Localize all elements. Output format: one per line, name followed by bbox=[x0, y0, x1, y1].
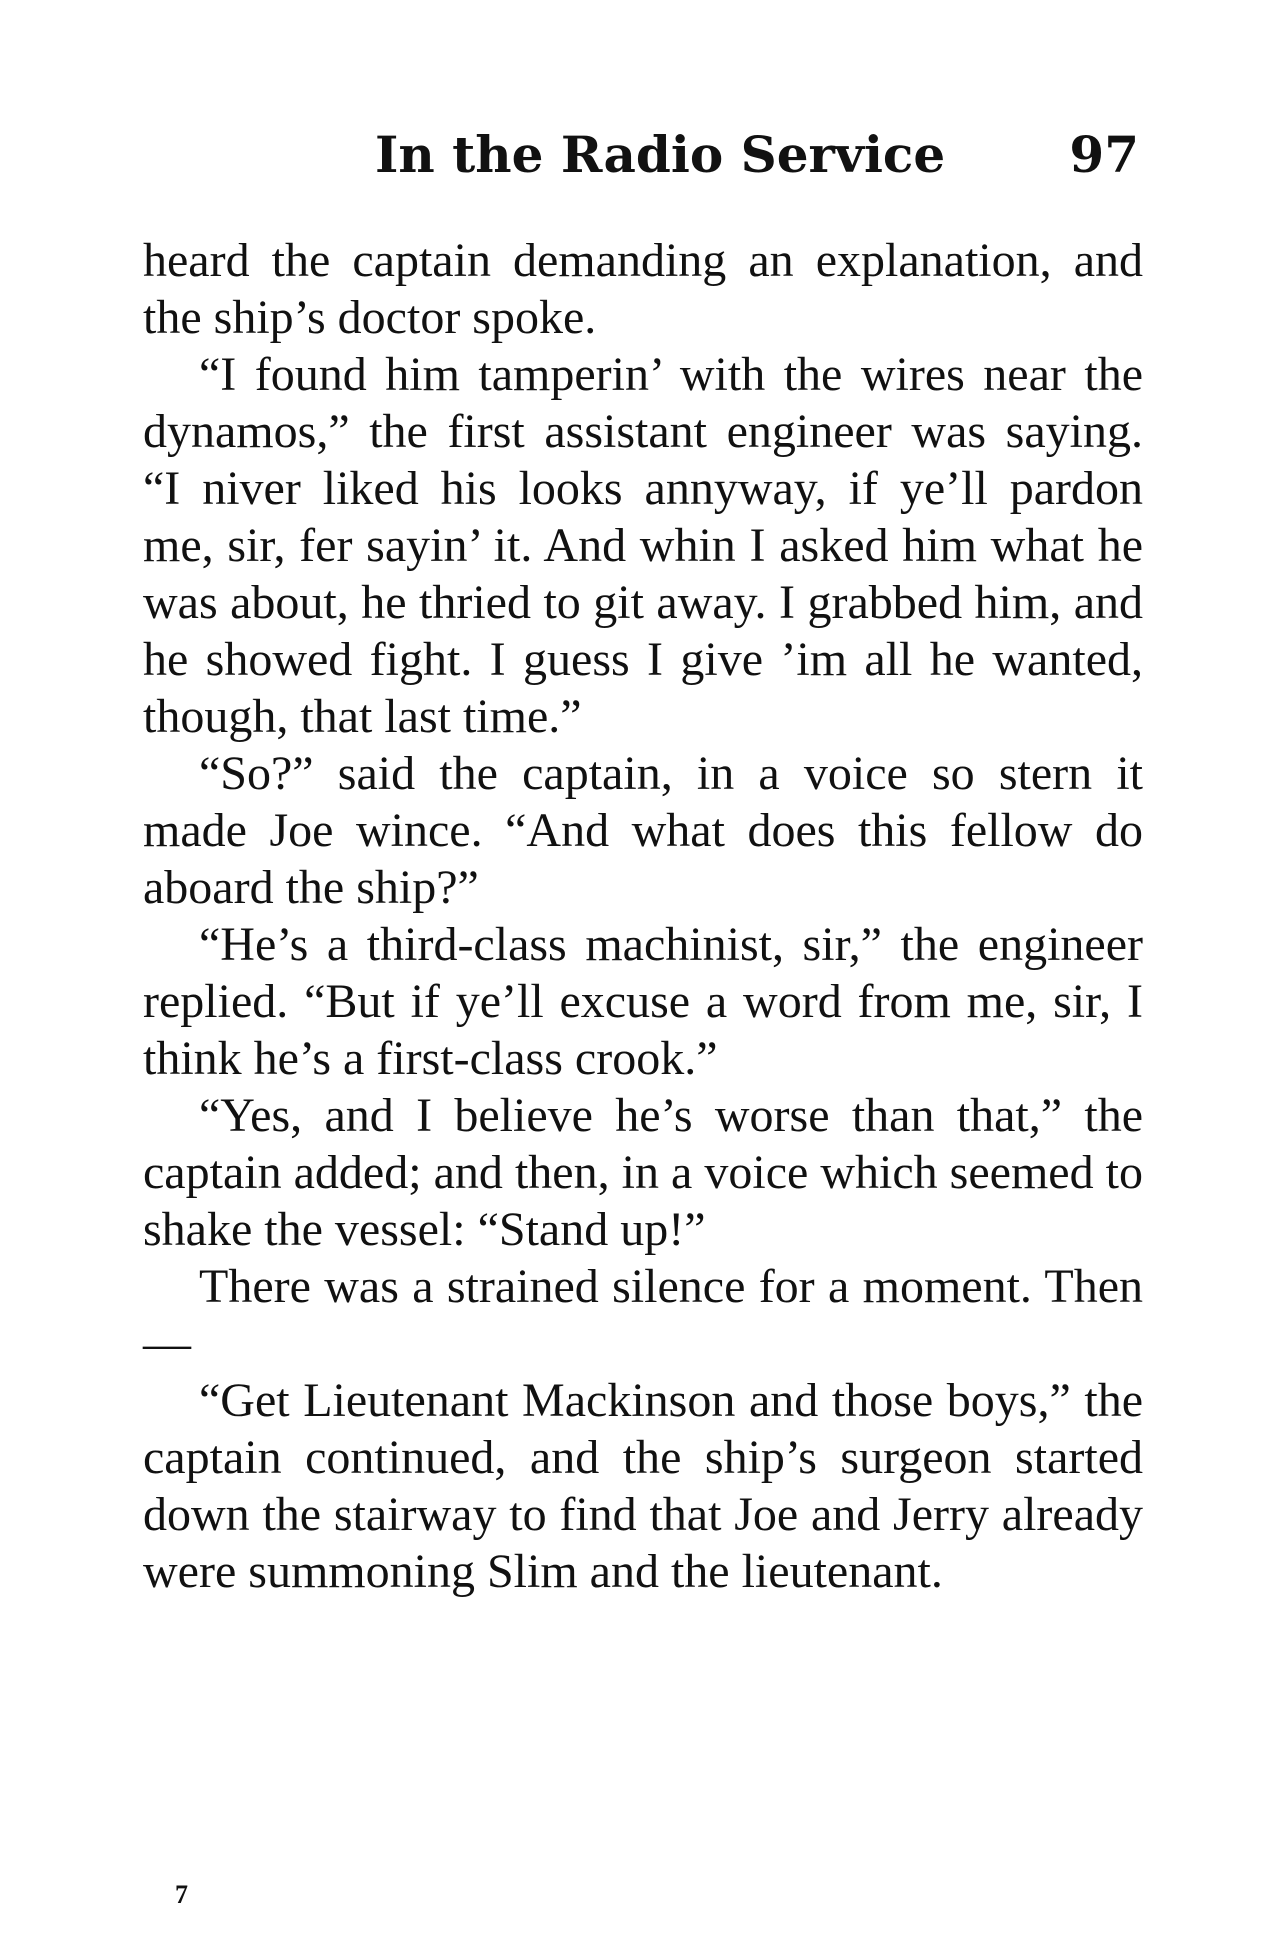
page-number: 97 bbox=[1069, 125, 1139, 184]
paragraph: “He’s a third-class machinist, sir,” the engineer replied. “But if ye’ll excuse a word from me, sir, I think he’s a first-class crook.” bbox=[143, 918, 1143, 1085]
paragraph: “I found him tamperin’ with the wires near the dynamos,” the first assistant engineer was saying. “I niver liked his looks annyway, if ye’ll pardon me, sir, fer sayin’ it. And whin I asked him what he was about, he thried to git away. I grabbed him, and he showed fight. I guess I give ’im all he wanted, though, that last time.” bbox=[143, 348, 1143, 743]
paragraph: “Get Lieutenant Mackinson and those boys,” the captain continued, and the ship’s surgeon started down the stairway to find that Joe and Jerry already were summoning Slim and the lieutenant. bbox=[143, 1374, 1143, 1598]
paragraph: “So?” said the captain, in a voice so stern it made Joe wince. “And what does this fellow do aboard the ship?” bbox=[143, 747, 1143, 914]
paragraph: There was a strained silence for a moment. Then— bbox=[143, 1260, 1143, 1370]
body-text bbox=[143, 232, 1143, 1600]
signature-mark: 7 bbox=[175, 1880, 188, 1909]
running-head bbox=[0, 120, 1271, 190]
paragraph: heard the captain demanding an explanation, and the ship’s doctor spoke. bbox=[143, 234, 1143, 344]
running-title: In the Radio Service bbox=[375, 125, 946, 184]
paragraph: “Yes, and I believe he’s worse than that,” the captain added; and then, in a voice which seemed to shake the vessel: “Stand up!” bbox=[143, 1089, 1143, 1256]
